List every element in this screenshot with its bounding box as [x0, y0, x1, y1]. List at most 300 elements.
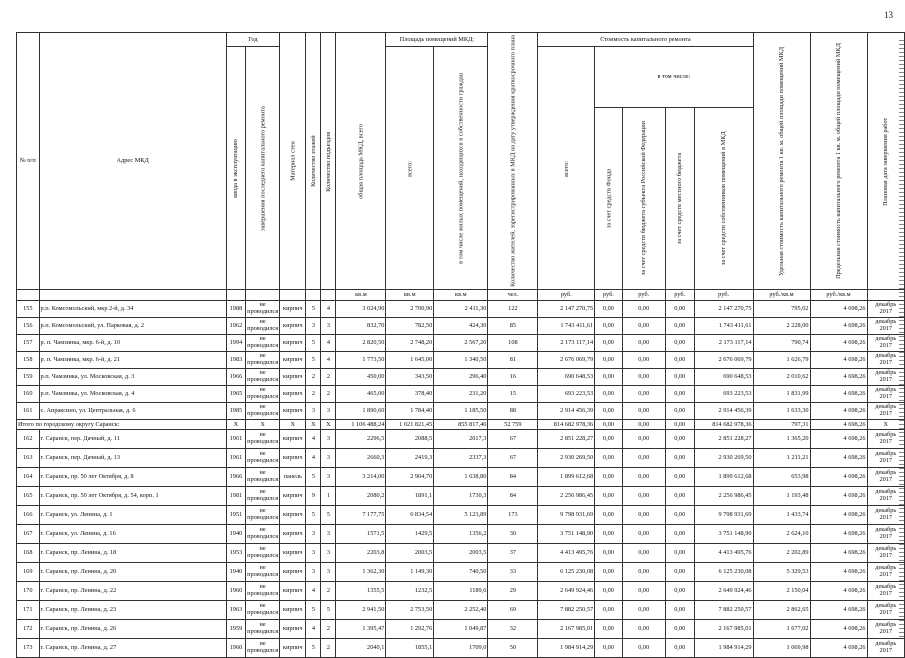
total-x: X — [321, 419, 336, 429]
row-cost-local: 0,00 — [665, 300, 694, 317]
row-planned-date: декабрь 2017 — [867, 600, 904, 619]
row-premises-area: 1 149,30 — [386, 562, 434, 581]
row-premises-area: 343,50 — [386, 368, 434, 385]
row-address: р.п. Комсомольский, ул. Парковая, д. 2 — [39, 317, 226, 334]
row-cost-total: 7 882 250,57 — [538, 600, 595, 619]
row-material: кирпич — [280, 385, 306, 402]
table-row — [17, 543, 905, 562]
row-material: кирпич — [280, 619, 306, 638]
row-cost-region: 0,00 — [622, 317, 665, 334]
row-address: г. Саранск, пр. Ленина, д. 20 — [39, 562, 226, 581]
row-residents: 67 — [488, 448, 538, 467]
row-number: 155 — [17, 300, 40, 317]
row-residents: 84 — [488, 467, 538, 486]
row-cost-region: 0,00 — [622, 467, 665, 486]
row-address: г. Саранск, пр. Ленина, д. 23 — [39, 600, 226, 619]
row-total-area: 7 177,75 — [336, 505, 386, 524]
units-cell: руб./кв.м — [753, 289, 810, 300]
row-planned-date: декабрь 2017 — [867, 317, 904, 334]
row-private-area: 1730,3 — [434, 486, 488, 505]
header-planned-date: Плановая дата завершения работ — [867, 33, 904, 290]
units-cell — [306, 289, 321, 300]
header-residents: Количество жителей, зарегистрированных в МКД на дату утверждения краткосрочного плана — [488, 33, 538, 290]
row-cost-region: 0,00 — [622, 638, 665, 657]
table-body-district — [17, 300, 905, 419]
row-number: 163 — [17, 448, 40, 467]
row-material: кирпич — [280, 300, 306, 317]
row-cost-local: 0,00 — [665, 486, 694, 505]
row-floors: 9 — [306, 486, 321, 505]
row-private-area: 1 340,50 — [434, 351, 488, 368]
row-cost-region: 0,00 — [622, 300, 665, 317]
row-planned-date: декабрь 2017 — [867, 543, 904, 562]
row-floors: 5 — [306, 300, 321, 317]
row-planned-date: декабрь 2017 — [867, 351, 904, 368]
row-total-area: 832,70 — [336, 317, 386, 334]
row-floors: 5 — [306, 600, 321, 619]
row-premises-area: 2 700,90 — [386, 300, 434, 317]
row-total-area: 2660,3 — [336, 448, 386, 467]
row-premises-area: 2 748,20 — [386, 334, 434, 351]
row-unit-cost: 5 329,53 — [753, 562, 810, 581]
row-floors: 4 — [306, 619, 321, 638]
row-total-area: 465,00 — [336, 385, 386, 402]
total-date: X — [867, 419, 904, 429]
header-local-budget: за счет средств местного бюджета — [665, 107, 694, 289]
units-cell: руб. — [595, 289, 623, 300]
row-number: 173 — [17, 638, 40, 657]
row-cost-region: 0,00 — [622, 351, 665, 368]
row-planned-date: декабрь 2017 — [867, 619, 904, 638]
row-floors: 3 — [306, 562, 321, 581]
row-year-built: 1951 — [226, 505, 245, 524]
row-cost-fund: 0,00 — [595, 486, 623, 505]
row-residents: 15 — [488, 385, 538, 402]
row-address: с. Апраксино, ул. Центральная, д. 6 — [39, 402, 226, 419]
table-row — [17, 429, 905, 448]
row-number: 166 — [17, 505, 40, 524]
total-x: X — [246, 419, 280, 429]
row-cost-local: 0,00 — [665, 429, 694, 448]
row-floors: 4 — [306, 429, 321, 448]
table-row — [17, 385, 905, 402]
row-cost-local: 0,00 — [665, 619, 694, 638]
row-cost-owners: 2 173 117,14 — [694, 334, 753, 351]
row-max-cost: 4 698,26 — [810, 600, 867, 619]
row-max-cost: 4 698,26 — [810, 429, 867, 448]
row-residents: 108 — [488, 334, 538, 351]
row-premises-area: 2 753,50 — [386, 600, 434, 619]
row-private-area: 2 252,40 — [434, 600, 488, 619]
row-year-built: 1961 — [226, 448, 245, 467]
row-cost-owners: 2 256 986,45 — [694, 486, 753, 505]
row-total-area: 1 362,30 — [336, 562, 386, 581]
row-number: 164 — [17, 467, 40, 486]
header-year: Год — [226, 33, 279, 47]
row-cost-total: 2 930 269,50 — [538, 448, 595, 467]
row-private-area: 1 638,80 — [434, 467, 488, 486]
row-unit-cost: 1 365,20 — [753, 429, 810, 448]
total-x: X — [280, 419, 306, 429]
row-cost-total: 690 648,53 — [538, 368, 595, 385]
row-cost-total: 2 147 270,75 — [538, 300, 595, 317]
row-residents: 33 — [488, 562, 538, 581]
row-total-area: 1355,5 — [336, 581, 386, 600]
row-cost-fund: 0,00 — [595, 317, 623, 334]
row-year-repair: не проводился — [246, 543, 280, 562]
units-cell: кв.м — [434, 289, 488, 300]
row-cost-owners: 9 798 931,69 — [694, 505, 753, 524]
row-year-built: 1988 — [226, 300, 245, 317]
row-planned-date: декабрь 2017 — [867, 385, 904, 402]
units-cell: руб. — [538, 289, 595, 300]
row-entrances: 3 — [321, 448, 336, 467]
row-address: р.п. Чамзинка, ул. Московская, д. 3 — [39, 368, 226, 385]
header-fund: за счет средств Фонда — [595, 107, 623, 289]
row-cost-owners: 1 899 612,68 — [694, 467, 753, 486]
row-planned-date: декабрь 2017 — [867, 505, 904, 524]
header-year-built: ввода в эксплуатацию — [226, 47, 245, 290]
row-cost-fund: 0,00 — [595, 619, 623, 638]
row-cost-region: 0,00 — [622, 543, 665, 562]
row-premises-area: 782,50 — [386, 317, 434, 334]
row-residents: 30 — [488, 524, 538, 543]
row-max-cost: 4 698,26 — [810, 368, 867, 385]
row-max-cost: 4 698,26 — [810, 581, 867, 600]
row-address: г. Саранск, ул. Ленина, д. 16 — [39, 524, 226, 543]
row-cost-owners: 2 147 270,75 — [694, 300, 753, 317]
row-premises-area: 1891,1 — [386, 486, 434, 505]
row-max-cost: 4 698,26 — [810, 334, 867, 351]
row-material: панель — [280, 467, 306, 486]
row-cost-owners: 7 882 250,57 — [694, 600, 753, 619]
units-cell — [17, 289, 40, 300]
row-material: кирпич — [280, 351, 306, 368]
row-private-area: 231,20 — [434, 385, 488, 402]
row-cost-owners: 2 914 456,39 — [694, 402, 753, 419]
header-region-budget: за счет средств бюджета субъекта Российской Федерации — [622, 107, 665, 289]
total-cost: 814 682 978,36 — [538, 419, 595, 429]
row-address: г. Саранск, пр. Ленина, д. 22 — [39, 581, 226, 600]
row-residents: 81 — [488, 351, 538, 368]
row-cost-owners: 2 167 985,01 — [694, 619, 753, 638]
row-year-repair: не проводился — [246, 448, 280, 467]
row-number: 169 — [17, 562, 40, 581]
row-cost-total: 2 256 986,45 — [538, 486, 595, 505]
row-year-built: 1965 — [226, 385, 245, 402]
row-year-repair: не проводился — [246, 402, 280, 419]
row-unit-cost: 1 193,48 — [753, 486, 810, 505]
row-floors: 4 — [306, 448, 321, 467]
row-unit-cost: 790,74 — [753, 334, 810, 351]
total-label: Итого по городскому округу Саранск: — [17, 419, 227, 429]
header-premises-private: в том числе жилых помещений, находящихся в собственности граждан — [434, 47, 488, 290]
row-entrances: 3 — [321, 467, 336, 486]
row-number: 170 — [17, 581, 40, 600]
row-cost-local: 0,00 — [665, 543, 694, 562]
row-address: г. Саранск, пер. Дачный, д. 11 — [39, 429, 226, 448]
row-residents: 29 — [488, 581, 538, 600]
row-max-cost: 4 698,26 — [810, 351, 867, 368]
row-private-area: 2 567,20 — [434, 334, 488, 351]
row-floors: 5 — [306, 334, 321, 351]
row-private-area: 2 411,30 — [434, 300, 488, 317]
row-private-area: 296,40 — [434, 368, 488, 385]
row-private-area: 2337,3 — [434, 448, 488, 467]
units-cell: кв.м — [386, 289, 434, 300]
table-row — [17, 334, 905, 351]
row-entrances: 5 — [321, 600, 336, 619]
row-cost-local: 0,00 — [665, 351, 694, 368]
table-row — [17, 486, 905, 505]
row-address: г. Саранск, пр. Ленина, д. 18 — [39, 543, 226, 562]
row-entrances: 2 — [321, 638, 336, 657]
row-year-repair: не проводился — [246, 467, 280, 486]
total-region: 0,00 — [622, 419, 665, 429]
row-year-built: 1959 — [226, 619, 245, 638]
row-cost-region: 0,00 — [622, 505, 665, 524]
row-residents: 37 — [488, 543, 538, 562]
row-cost-local: 0,00 — [665, 562, 694, 581]
row-year-built: 1966 — [226, 467, 245, 486]
header-wall-material: Материал стен — [280, 33, 306, 290]
row-cost-fund: 0,00 — [595, 402, 623, 419]
row-year-repair: не проводился — [246, 562, 280, 581]
row-total-area: 3 214,00 — [336, 467, 386, 486]
row-material: кирпич — [280, 448, 306, 467]
row-cost-total: 2 676 069,79 — [538, 351, 595, 368]
total-x: X — [306, 419, 321, 429]
row-cost-region: 0,00 — [622, 402, 665, 419]
row-cost-local: 0,00 — [665, 334, 694, 351]
row-cost-total: 1 743 411,61 — [538, 317, 595, 334]
row-premises-area: 1 292,76 — [386, 619, 434, 638]
row-max-cost: 4 698,26 — [810, 467, 867, 486]
row-cost-region: 0,00 — [622, 334, 665, 351]
row-total-area: 1571,5 — [336, 524, 386, 543]
row-residents: 67 — [488, 429, 538, 448]
row-total-area: 1 395,47 — [336, 619, 386, 638]
row-cost-total: 2 914 456,39 — [538, 402, 595, 419]
row-year-repair: не проводился — [246, 505, 280, 524]
units-cell — [39, 289, 226, 300]
row-private-area: 2003,5 — [434, 543, 488, 562]
row-address: г. Саранск, пер. Дачный, д. 13 — [39, 448, 226, 467]
row-cost-local: 0,00 — [665, 581, 694, 600]
header-cost-total: всего: — [538, 47, 595, 290]
row-floors: 2 — [306, 368, 321, 385]
row-entrances: 3 — [321, 543, 336, 562]
row-address: г. Саранск, пр. Ленина, д. 27 — [39, 638, 226, 657]
row-cost-total: 693 223,53 — [538, 385, 595, 402]
row-cost-region: 0,00 — [622, 486, 665, 505]
row-max-cost: 4 698,26 — [810, 317, 867, 334]
row-number: 157 — [17, 334, 40, 351]
row-cost-local: 0,00 — [665, 402, 694, 419]
table-row — [17, 368, 905, 385]
row-entrances: 3 — [321, 402, 336, 419]
units-cell: чел. — [488, 289, 538, 300]
row-cost-region: 0,00 — [622, 385, 665, 402]
row-private-area: 1189,6 — [434, 581, 488, 600]
header-premises-area: Площадь помещений МКД: — [386, 33, 488, 47]
row-cost-fund: 0,00 — [595, 524, 623, 543]
repair-plan-table — [16, 32, 905, 658]
row-floors: 5 — [306, 467, 321, 486]
row-cost-fund: 0,00 — [595, 351, 623, 368]
table-row — [17, 402, 905, 419]
table-body-saransk — [17, 429, 905, 657]
row-cost-total: 2 167 985,01 — [538, 619, 595, 638]
table-row — [17, 467, 905, 486]
row-material: кирпич — [280, 638, 306, 657]
row-premises-area: 1855,1 — [386, 638, 434, 657]
row-cost-fund: 0,00 — [595, 368, 623, 385]
row-unit-cost: 1 677,02 — [753, 619, 810, 638]
row-material: кирпич — [280, 402, 306, 419]
row-cost-local: 0,00 — [665, 505, 694, 524]
row-address: р.п. Комсомольский, мкр 2-й, д. 34 — [39, 300, 226, 317]
row-entrances: 3 — [321, 317, 336, 334]
table-row — [17, 581, 905, 600]
row-entrances: 2 — [321, 385, 336, 402]
row-material: кирпич — [280, 600, 306, 619]
row-max-cost: 4 698,26 — [810, 300, 867, 317]
row-material: кирпич — [280, 334, 306, 351]
row-cost-region: 0,00 — [622, 448, 665, 467]
row-cost-total: 9 798 931,69 — [538, 505, 595, 524]
row-cost-local: 0,00 — [665, 448, 694, 467]
row-material: кирпич — [280, 524, 306, 543]
row-planned-date: декабрь 2017 — [867, 300, 904, 317]
row-cost-fund: 0,00 — [595, 600, 623, 619]
row-entrances: 3 — [321, 562, 336, 581]
row-cost-local: 0,00 — [665, 638, 694, 657]
total-max: 4 698,26 — [810, 419, 867, 429]
row-max-cost: 4 698,26 — [810, 505, 867, 524]
row-total-area: 1 773,50 — [336, 351, 386, 368]
table-row — [17, 505, 905, 524]
row-number: 156 — [17, 317, 40, 334]
units-row — [17, 289, 905, 300]
row-floors: 2 — [306, 385, 321, 402]
header-max-cost: Предельная стоимость капитального ремонта 1 кв. м. общей площади помещений МКД — [810, 33, 867, 290]
row-premises-area: 2 904,70 — [386, 467, 434, 486]
row-address: р. п. Чамзинка, мкр. 6-й, д. 21 — [39, 351, 226, 368]
row-premises-area: 1429,5 — [386, 524, 434, 543]
header-unit-cost: Удельная стоимость капитального ремонта 1 кв. м. общей площади помещений МКД — [753, 33, 810, 290]
row-year-built: 1983 — [226, 351, 245, 368]
row-number: 172 — [17, 619, 40, 638]
row-year-repair: не проводился — [246, 638, 280, 657]
row-premises-area: 1232,5 — [386, 581, 434, 600]
units-cell: руб./кв.м — [810, 289, 867, 300]
total-x: X — [226, 419, 245, 429]
row-year-built: 1961 — [226, 429, 245, 448]
row-floors: 3 — [306, 543, 321, 562]
row-cost-total: 4 413 495,76 — [538, 543, 595, 562]
row-material: кирпич — [280, 429, 306, 448]
row-planned-date: декабрь 2017 — [867, 581, 904, 600]
row-address: р.п. Чамзинка, ул. Московская, д. 4 — [39, 385, 226, 402]
row-total-area: 2203,8 — [336, 543, 386, 562]
row-unit-cost: 1 211,21 — [753, 448, 810, 467]
row-entrances: 3 — [321, 429, 336, 448]
row-cost-region: 0,00 — [622, 524, 665, 543]
row-unit-cost: 2 202,89 — [753, 543, 810, 562]
row-year-built: 1960 — [226, 581, 245, 600]
header-year-last-repair: завершения последнего капитального ремонта — [246, 47, 280, 290]
row-private-area: 5 123,89 — [434, 505, 488, 524]
row-year-built: 1940 — [226, 562, 245, 581]
row-address: г. Саранск, пр. Ленина, д. 26 — [39, 619, 226, 638]
row-floors: 4 — [306, 581, 321, 600]
row-year-repair: не проводился — [246, 317, 280, 334]
units-cell — [246, 289, 280, 300]
table-row — [17, 448, 905, 467]
row-address: р. п. Чамзинка, мкр. 6-й, д. 10 — [39, 334, 226, 351]
row-number: 162 — [17, 429, 40, 448]
row-year-repair: не проводился — [246, 429, 280, 448]
row-unit-cost: 1 831,99 — [753, 385, 810, 402]
row-material: кирпич — [280, 486, 306, 505]
units-cell — [867, 289, 904, 300]
row-year-repair: не проводился — [246, 385, 280, 402]
row-max-cost: 4 698,26 — [810, 524, 867, 543]
row-floors: 5 — [306, 638, 321, 657]
row-planned-date: декабрь 2017 — [867, 402, 904, 419]
row-cost-fund: 0,00 — [595, 562, 623, 581]
row-floors: 5 — [306, 505, 321, 524]
row-cost-owners: 693 223,53 — [694, 385, 753, 402]
row-number: 171 — [17, 600, 40, 619]
total-unit: 797,31 — [753, 419, 810, 429]
row-cost-fund: 0,00 — [595, 334, 623, 351]
row-total-area: 2040,1 — [336, 638, 386, 657]
header-num: № п/п — [17, 33, 40, 290]
row-entrances: 4 — [321, 300, 336, 317]
row-max-cost: 4 698,26 — [810, 619, 867, 638]
row-entrances: 4 — [321, 334, 336, 351]
row-year-built: 1966 — [226, 368, 245, 385]
row-year-repair: не проводился — [246, 619, 280, 638]
row-floors: 3 — [306, 524, 321, 543]
row-year-built: 1985 — [226, 402, 245, 419]
table-row — [17, 524, 905, 543]
row-cost-fund: 0,00 — [595, 385, 623, 402]
row-unit-cost: 1 633,30 — [753, 402, 810, 419]
row-entrances: 2 — [321, 368, 336, 385]
row-premises-area: 2419,3 — [386, 448, 434, 467]
row-year-repair: не проводился — [246, 334, 280, 351]
row-cost-region: 0,00 — [622, 429, 665, 448]
row-residents: 88 — [488, 402, 538, 419]
row-cost-fund: 0,00 — [595, 448, 623, 467]
row-premises-area: 2088,5 — [386, 429, 434, 448]
row-residents: 84 — [488, 486, 538, 505]
row-material: кирпич — [280, 317, 306, 334]
row-premises-area: 378,40 — [386, 385, 434, 402]
row-planned-date: декабрь 2017 — [867, 562, 904, 581]
row-material: кирпич — [280, 543, 306, 562]
row-total-area: 2080,2 — [336, 486, 386, 505]
units-cell — [280, 289, 306, 300]
row-address: г. Саранск, пр. 50 лет Октября, д. 8 — [39, 467, 226, 486]
row-cost-local: 0,00 — [665, 524, 694, 543]
row-unit-cost: 653,98 — [753, 467, 810, 486]
row-private-area: 1356,2 — [434, 524, 488, 543]
row-number: 168 — [17, 543, 40, 562]
